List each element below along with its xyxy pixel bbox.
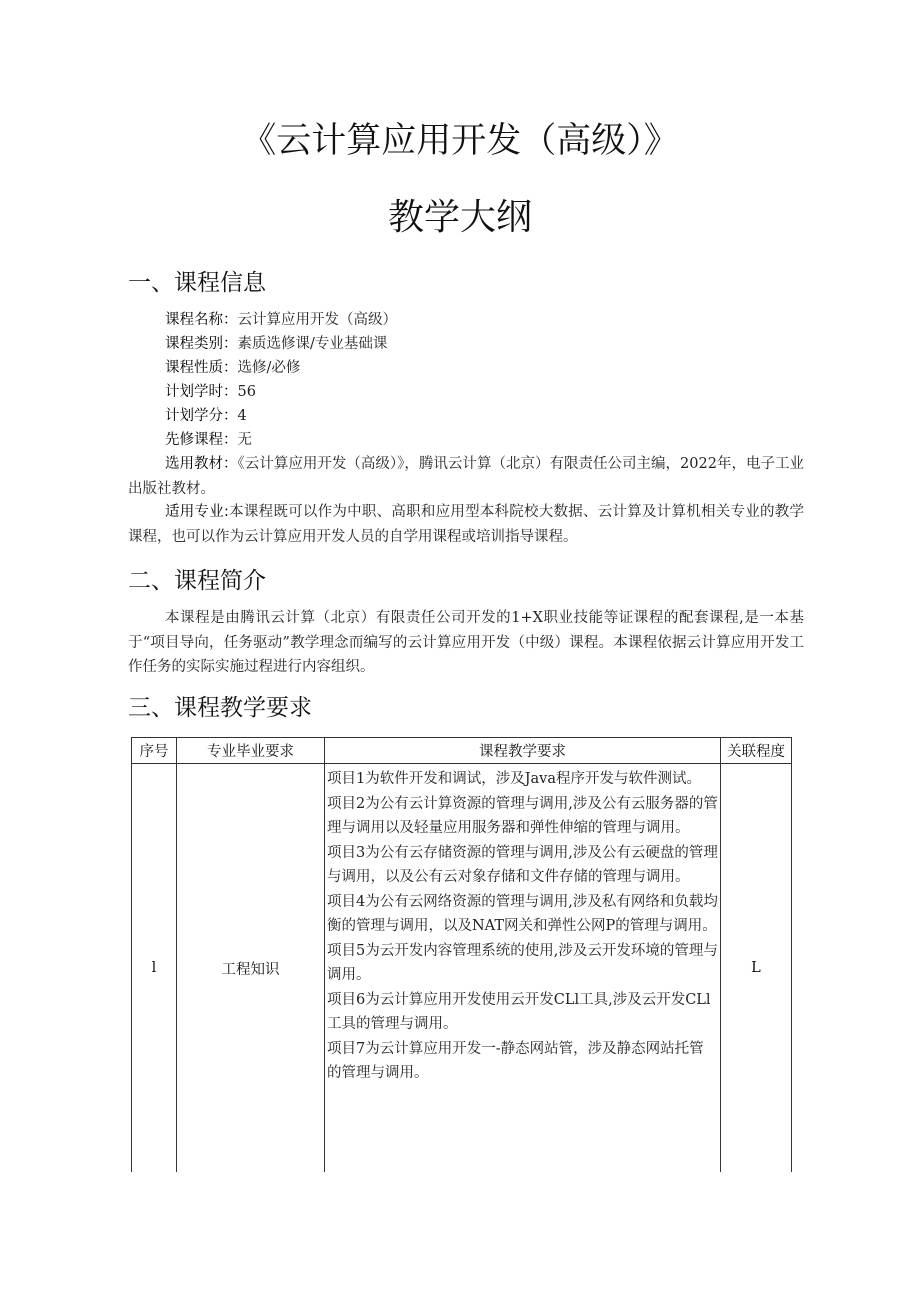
- column-header-relevance: 关联程度: [721, 738, 792, 764]
- field-value: 4: [237, 408, 247, 424]
- field-value: 本课程既可以作为中职、高职和应用型本科院校大数据、云计算及计算机相关专业的教学课程，也可以作为云计算应用开发人员的自学用课程或培训指导课程。: [128, 504, 804, 545]
- requirement-item: 项目3为公有云存储资源的管理与调用,涉及公有云硬盘的管理与调用，以及公有云对象存储和文件存储的管理与调用。: [327, 844, 718, 885]
- row-teaching-requirements: [325, 764, 721, 1173]
- requirements-table: [131, 737, 792, 1172]
- field-label: 选用教材：: [165, 456, 238, 472]
- column-header-index: 序号: [132, 738, 177, 764]
- section-heading-course-info: 一、课程信息: [128, 270, 266, 296]
- requirement-item: 项目2为公有云计算资源的管理与调用,涉及公有云服务器的管理与调用以及轻量应用服务器和弹性伸缩的管理与调用。: [327, 795, 718, 836]
- field-applicable-major: [128, 500, 804, 549]
- requirement-item: 项目5为云开发内容管理系统的使用,涉及云开发环境的管理与调用。: [327, 942, 718, 983]
- column-header-graduation-requirement: 专业毕业要求: [177, 738, 325, 764]
- field-planned-credits: [165, 404, 247, 428]
- section-heading-teaching-requirements: 三、课程教学要求: [128, 695, 312, 721]
- requirement-item: 项目4为公有云网络资源的管理与调用,涉及私有网络和负载均衡的管理与调用，以及NAT网关和弹性公网P的管理与调用。: [327, 893, 718, 934]
- field-value: 《云计算应用开发（高级）》，腾讯云计算（北京）有限责任公司主编，2022年，电子工业出版社教材。: [128, 456, 804, 497]
- row-graduation-requirement: 工程知识: [177, 764, 325, 1173]
- table-header-row: [132, 738, 792, 764]
- requirement-item: 项目6为云计算应用开发使用云开发CLl工具,涉及云开发CLl工具的管理与调用。: [327, 991, 711, 1032]
- field-prerequisites: [165, 428, 252, 452]
- field-course-name: [165, 308, 397, 332]
- field-label: 课程名称：: [165, 312, 238, 328]
- field-label: 课程类别：: [165, 336, 238, 352]
- field-textbook: [128, 452, 804, 501]
- row-index: l: [132, 764, 177, 1173]
- document-title: 《云计算应用开发（高级）》: [241, 121, 679, 161]
- field-label: 计划学时：: [165, 384, 238, 400]
- requirement-item: 项目7为云计算应用开发一-静态网站管，涉及静态网站托管的管理与调用。: [327, 1040, 704, 1081]
- document-subtitle: 教学大纲: [387, 197, 532, 238]
- field-value: 56: [237, 384, 256, 400]
- row-relevance: L: [721, 764, 792, 1173]
- field-label: 适用专业:: [165, 504, 229, 520]
- field-label: 先修课程：: [165, 432, 238, 448]
- course-intro-paragraph: 本课程是由腾讯云计算（北京）有限责任公司开发的1+X职业技能等证课程的配套课程,是一本基于“项目导向，任务驱动”教学理念而编写的云计算应用开发（中级）课程。本课程依据云计算应用开发工作任务的实际实施过程进行内容组织。: [128, 610, 804, 675]
- field-label: 课程性质：: [165, 360, 238, 376]
- field-value: 无: [237, 432, 252, 448]
- field-planned-hours: [165, 380, 256, 404]
- section-heading-course-intro: 二、课程简介: [128, 568, 266, 594]
- field-value: 选修/必修: [237, 360, 301, 376]
- requirement-item: 项目1为软件开发和调试，涉及Java程序开发与软件测试。: [327, 771, 702, 787]
- field-label: 计划学分：: [165, 408, 238, 424]
- column-header-teaching-requirement: 课程教学要求: [325, 738, 721, 764]
- field-course-category: [165, 332, 387, 356]
- field-value: 素质选修课/专业基础课: [237, 336, 388, 352]
- field-course-nature: [165, 356, 300, 380]
- table-row: [132, 764, 792, 1173]
- field-value: 云计算应用开发（高级）: [237, 312, 397, 328]
